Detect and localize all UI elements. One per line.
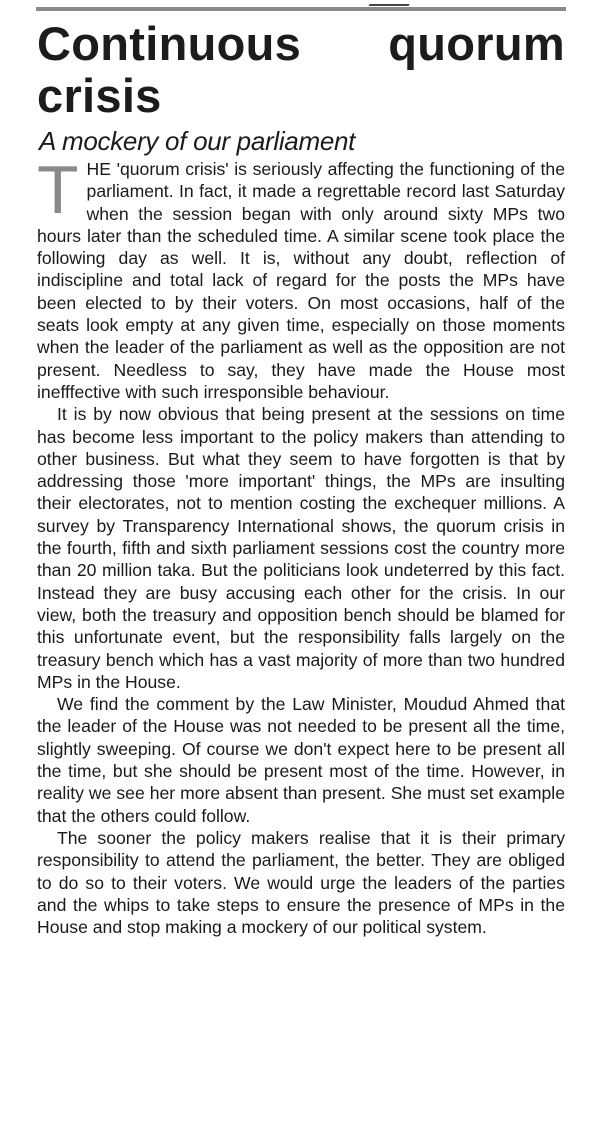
editorial-article [37, 18, 565, 938]
paragraph-1-text: HE 'quorum crisis' is seriously affecting the functioning of the parliament. In fact, it made a regrettable record last Saturday when the session began with only around sixty MPs two hours later than the scheduled time. A similar scene took place the following day as well. It is, without any doubt, reflection of indiscipline and total lack of regard for the posts the MPs have been elected to by their voters. On most occasions, half of the seats look empty at any given time, especially on those moments when the leader of the parliament as well as the opposition are not present. Needless to say, they have made the House most inefffective with such irresponsible behaviour. [37, 159, 565, 402]
headline-line-2: crisis [37, 69, 162, 122]
subheadline: A mockery of our parliament [39, 126, 356, 156]
headline-line-1: Continuous quorum [37, 17, 565, 70]
drop-cap: T [37, 152, 79, 228]
clipping-top-edge [0, 0, 601, 6]
paragraph-1 [37, 152, 565, 403]
paragraph-4: The sooner the policy makers realise that it is their primary responsibility to attend the parliament, the better. They are obliged to do so to their voters. We would urge the leaders of the parties and the whips to take steps to ensure the presence of MPs in the House and stop making a mockery of our political system. [37, 827, 565, 938]
paragraph-3: We find the comment by the Law Minister, Moudud Ahmed that the leader of the House was not needed to be present all the time, slightly sweeping. Of course we don't expect here to be present all the time, but she should be present most of the time. However, in reality we see her more absent than present. She must set example that the others could follow. [37, 694, 565, 826]
article-body [37, 152, 565, 938]
clipping-fragment [369, 0, 416, 6]
headline [37, 18, 565, 122]
paragraph-2: It is by now obvious that being present at the sessions on time has become less important to the policy makers than attending to other business. But what they seem to have forgotten is that by addressing those 'more important' things, the MPs are insulting their electorates, not to mention costing the exchequer millions. A survey by Transparency International shows, the quorum crisis in the fourth, fifth and sixth parliament sessions cost the country more than 20 million taka. But the politicians look undeterred by this fact. Instead they are busy accusing each other for the crisis. In our view, both the treasury and opposition bench should be blamed for this unfortunate event, but the responsibility falls largely on the treasury bench which has a vast majority of more than two hundred MPs in the House. [37, 404, 565, 692]
header-rule [36, 7, 566, 11]
